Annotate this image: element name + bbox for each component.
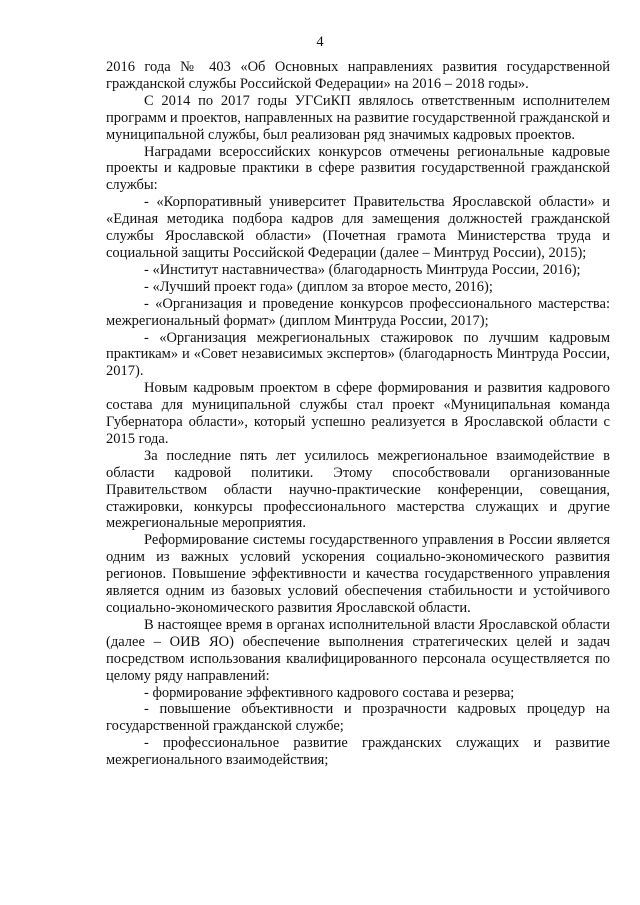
page-number: 4: [316, 34, 324, 50]
paragraph-continuation: 2016 года № 403 «Об Основных направлениях развития государственной гражданской службы Российской Федерации» на 2016 – 2018 годы».: [106, 59, 610, 92]
list-item-internships: - «Организация межрегиональных стажировок по лучшим кадровым практикам» и «Совет независимых экспертов» (благодарность Минтруда России, 2017).: [106, 329, 610, 380]
list-item-transparency: - повышение объективности и прозрачности кадровых процедур на государственной гражданской службе;: [106, 701, 610, 735]
list-item-corporate-university: - «Корпоративный университет Правительства Ярославской области» и «Единая методика подбора кадров для замещения должностей гражданской службы Ярославской области» (Почетная грамота Министерства труда и социальной защиты Российской Федерации (далее – Минтруд России), 2015);: [106, 194, 610, 261]
list-item-mentoring-institute: - «Институт наставничества» (благодарность Минтруда России, 2016);: [144, 261, 581, 278]
paragraph-directions-intro: В настоящее время в органах исполнительной власти Ярославской области (далее – ОИВ ЯО) обеспечение выполнения стратегических целей и задач посредством использования квалифицированного персонала осуществляется по целому ряду направлений:: [106, 616, 610, 684]
list-item-competitions: - «Организация и проведение конкурсов профессионального мастерства: межрегиональный формат» (диплом Минтруда России, 2017);: [106, 295, 610, 329]
paragraph-awards-intro: Наградами всероссийских конкурсов отмечены региональные кадровые проекты и кадровые практики в сфере развития государственной гражданской службы:: [106, 143, 610, 194]
list-item-staff-formation: - формирование эффективного кадрового состава и резерва;: [144, 684, 515, 701]
paragraph-ugsikp-projects: С 2014 по 2017 годы УГСиКП являлось ответственным исполнителем программ и проектов, направленных на развитие государственной гражданской и муниципальной службы, был реализован ряд значимых кадровых проектов.: [106, 92, 610, 143]
paragraph-municipal-team: Новым кадровым проектом в сфере формирования и развития кадрового состава для муниципальной службы стал проект «Муниципальная команда Губернатора области», который успешно реализуется в Ярославской области с 2015 года.: [106, 380, 610, 447]
list-item-best-project: - «Лучший проект года» (диплом за второе место, 2016);: [144, 278, 493, 295]
paragraph-reform: Реформирование системы государственного управления в России является одним из важных условий ускорения социально-экономического развития регионов. Повышение эффективности и качества государственного управления является одним из базовых условий обеспечения стабильности и устойчивого социально-экономического развития Ярославской области.: [106, 532, 610, 616]
list-item-professional-development: - профессиональное развитие гражданских служащих и развитие межрегионального взаимодействия;: [106, 735, 610, 769]
document-body: [106, 59, 610, 769]
paragraph-interregional-cooperation: За последние пять лет усилилось межрегиональное взаимодействие в области кадровой политики. Этому способствовали организованные Правительством области научно-практические конференции, совещания, стажировки, конкурсы профессионального мастерства служащих и другие межрегиональные мероприятия.: [106, 447, 610, 532]
